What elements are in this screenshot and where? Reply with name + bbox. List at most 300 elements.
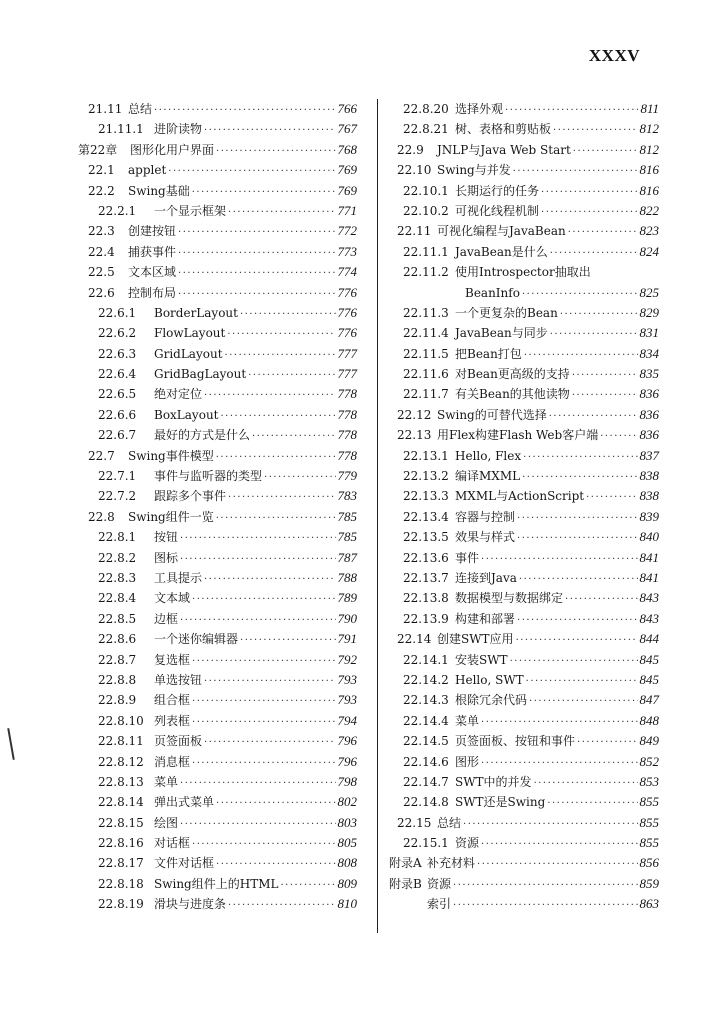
toc-entry-page: 793 (337, 671, 357, 687)
toc-entry-number: 21.11.1 (98, 122, 144, 137)
toc-entry-page: 855 (639, 814, 659, 830)
leader-dots (541, 203, 637, 223)
toc-entry-number: 22.6.4 (98, 367, 137, 382)
toc-entry-page: 835 (639, 366, 659, 382)
leader-dots (513, 162, 638, 182)
toc-entry-number: 22.6.5 (98, 387, 137, 402)
toc-entry-title: 资源 (427, 876, 452, 891)
toc-entry-number: 22.8.9 (98, 693, 137, 708)
leader-dots (180, 815, 335, 835)
toc-entry (389, 527, 659, 547)
toc-entry-page: 812 (639, 141, 659, 157)
toc-entry-page: 843 (639, 590, 659, 606)
leader-dots (180, 774, 335, 794)
toc-entry-number: 第22章 (78, 142, 118, 157)
toc-entry-page: 824 (639, 243, 659, 259)
toc-entry-title: 绘图 (154, 815, 179, 830)
toc-entry-page: 793 (337, 692, 357, 708)
toc-entry-title: 页签面板 (154, 734, 203, 749)
toc-entry-title: 控制布局 (128, 285, 177, 300)
toc-entry-number: 22.8.14 (98, 795, 144, 810)
toc-entry-page: 823 (639, 223, 659, 239)
toc-entry-title: Hello, SWT (455, 672, 524, 687)
toc-entry-number: 22.8.7 (98, 652, 137, 667)
toc-entry-number: 22.15 (397, 815, 432, 830)
toc-entry-number: 22.8.10 (98, 713, 144, 728)
toc-entry-number: 22.11.3 (403, 305, 449, 320)
toc-entry-title: BorderLayout (154, 305, 238, 320)
leader-dots (477, 855, 637, 875)
toc-entry-title: JNLP与Java Web Start (437, 142, 571, 157)
leader-dots (216, 509, 336, 529)
toc-entry-page: 783 (337, 488, 357, 504)
toc-entry-page: 805 (337, 835, 357, 851)
toc-entry-page: 810 (337, 896, 357, 912)
toc-entry-number: 22.6.1 (98, 305, 137, 320)
toc-entry (389, 568, 659, 588)
toc-entry-page: 841 (639, 549, 659, 565)
toc-entry-page: 834 (639, 345, 659, 361)
toc-entry (389, 364, 659, 384)
toc-entry-page: 863 (639, 896, 659, 912)
toc-entry-page: 845 (639, 651, 659, 667)
toc-entry-title: 弹出式菜单 (154, 795, 215, 810)
toc-entry-page: 768 (337, 141, 357, 157)
toc-entry-page: 789 (337, 590, 357, 606)
toc-entry (78, 752, 357, 772)
leader-dots (228, 896, 335, 916)
toc-entry-number: 22.6.7 (98, 428, 137, 443)
toc-entry-title: 树、表格和剪贴板 (455, 122, 552, 137)
toc-entry-number: 21.11 (88, 102, 123, 116)
toc-entry (389, 99, 659, 119)
toc-entry-page: 848 (639, 712, 659, 728)
toc-entry-title: 图形 (455, 754, 480, 769)
toc-entry (389, 140, 659, 160)
toc-entry-page: 776 (337, 325, 357, 341)
toc-entry-number: 22.6.6 (98, 407, 137, 422)
toc-entry-page: 844 (639, 631, 659, 647)
toc-entry-page: 777 (337, 345, 357, 361)
toc-entry-number: 22.9 (397, 142, 424, 157)
toc-entry-title: 选择外观 (455, 102, 504, 116)
toc-entry-number: 22.8.18 (98, 876, 144, 891)
toc-entry-title: SWT中的并发 (455, 774, 532, 789)
leader-dots (573, 142, 638, 162)
toc-entry-number: 22.10.2 (403, 203, 449, 218)
toc-entry-page: 840 (639, 529, 659, 545)
leader-dots (510, 652, 638, 672)
toc-entry (78, 262, 357, 282)
toc-entry-number: 附录B (389, 876, 422, 891)
toc-entry-page: 790 (337, 610, 357, 626)
leader-dots (481, 754, 637, 774)
toc-entry (78, 384, 357, 404)
toc-entry-title: 创建按钮 (128, 224, 177, 239)
toc-entry (389, 548, 659, 568)
leader-dots (225, 346, 336, 366)
toc-entry-title: JavaBean是什么 (455, 244, 548, 259)
toc-entry (389, 711, 659, 731)
toc-entry (389, 405, 659, 425)
toc-entry-title: GridLayout (154, 346, 223, 361)
leader-dots (178, 244, 335, 264)
toc-entry-page: 859 (639, 875, 659, 891)
toc-entry (389, 670, 659, 690)
toc-entry (78, 588, 357, 608)
toc-entry-number: 22.7 (88, 448, 115, 463)
toc-entry-title: 菜单 (455, 713, 480, 728)
toc-entry (389, 262, 659, 282)
leader-dots (453, 896, 637, 916)
margin-pen-mark (7, 728, 15, 760)
toc-entry-title: 编译MXML (455, 469, 521, 484)
leader-dots (216, 448, 336, 468)
toc-entry-number: 22.8.21 (403, 122, 449, 137)
leader-dots (178, 264, 335, 284)
toc-entry-title: 构建和部署 (455, 611, 516, 626)
toc-entry (78, 99, 357, 119)
toc-entry-page: 794 (337, 712, 357, 728)
toc-entry-page: 836 (639, 427, 659, 443)
toc-entry (78, 486, 357, 506)
toc-entry (78, 650, 357, 670)
toc-entry (78, 609, 357, 629)
leader-dots (516, 631, 638, 651)
toc-entry-title: 连接到Java (455, 570, 517, 585)
toc-entry-title: 资源 (455, 836, 480, 851)
toc-entry-title: 总结 (128, 102, 153, 116)
toc-entry-page: 838 (639, 488, 659, 504)
toc-entry-title: 消息框 (154, 754, 191, 769)
toc-entry (389, 731, 659, 751)
toc-entry-number: 22.8.15 (98, 815, 144, 830)
leader-dots (240, 631, 335, 651)
toc-entry (78, 711, 357, 731)
toc-entry-page: 816 (639, 162, 659, 178)
toc-entry-number: 22.15.1 (403, 836, 449, 851)
toc-entry-number: 22.8.19 (98, 897, 144, 912)
leader-dots (600, 427, 637, 447)
leader-dots (505, 101, 638, 121)
leader-dots (568, 223, 638, 243)
toc-entry (78, 792, 357, 812)
toc-entry-page: 779 (337, 468, 357, 484)
toc-entry (78, 507, 357, 527)
toc-entry-title: 复选框 (154, 652, 191, 667)
toc-entry-page: 787 (337, 549, 357, 565)
toc-entry-title: 数据模型与数据绑定 (455, 591, 564, 606)
toc-entry-title: 进阶读物 (154, 122, 203, 137)
leader-dots (180, 550, 335, 570)
toc-entry-page: 803 (337, 814, 357, 830)
toc-entry-title: 对话框 (154, 836, 191, 851)
toc-entry-number: 附录A (389, 856, 422, 871)
toc-entry-title: 菜单 (154, 774, 179, 789)
toc-entry-title: 单选按钮 (154, 672, 203, 687)
leader-dots (523, 448, 637, 468)
leader-dots (547, 794, 637, 814)
leader-dots (252, 427, 335, 447)
toc-entry (389, 119, 659, 139)
toc-entry-page: 785 (337, 529, 357, 545)
leader-dots (519, 570, 638, 590)
toc-entry-number: 22.5 (88, 265, 115, 280)
toc-entry (78, 405, 357, 425)
toc-entry-page: 838 (639, 468, 659, 484)
leader-dots (228, 203, 335, 223)
toc-entry-title: 容器与控制 (455, 509, 516, 524)
toc-entry-page: 808 (337, 855, 357, 871)
toc-entry-page: 776 (337, 304, 357, 320)
toc-entry-page: 836 (639, 406, 659, 422)
toc-entry (389, 160, 659, 180)
leader-dots (481, 835, 637, 855)
toc-entry-page: 766 (337, 101, 357, 116)
toc-entry-number: 22.14.8 (403, 795, 449, 810)
toc-entry-number: 22.8.2 (98, 550, 137, 565)
leader-dots (550, 325, 638, 345)
toc-entry-number: 22.13.2 (403, 469, 449, 484)
toc-entry-page: 774 (337, 264, 357, 280)
toc-entry (78, 140, 357, 160)
toc-entry-title: 边框 (154, 611, 179, 626)
toc-entry-title: BeanInfo (465, 285, 520, 300)
toc-entry (78, 283, 357, 303)
toc-entry-number: 22.14.5 (403, 734, 449, 749)
toc-entry-number: 22.13.9 (403, 611, 449, 626)
toc-entry (78, 323, 357, 343)
toc-entry (389, 752, 659, 772)
toc-entry (78, 119, 357, 139)
toc-entry-title: FlowLayout (154, 326, 226, 341)
toc-entry (389, 650, 659, 670)
leader-dots (517, 611, 637, 631)
toc-entry-page: 772 (337, 223, 357, 239)
leader-dots (227, 325, 335, 345)
toc-entry-title: 最好的方式是什么 (154, 428, 251, 443)
toc-entry-page: 852 (639, 753, 659, 769)
toc-entry-number: 22.4 (88, 244, 115, 259)
toc-entry (78, 833, 357, 853)
toc-entry-title: 一个更复杂的Bean (455, 305, 558, 320)
toc-entry-number: 22.13.7 (403, 570, 449, 585)
toc-entry (389, 588, 659, 608)
toc-entry-title: Swing事件模型 (128, 448, 214, 463)
toc-entry (389, 181, 659, 201)
toc-entry-title: 事件 (455, 550, 480, 565)
toc-entry-title: 图标 (154, 550, 179, 565)
toc-entry (389, 384, 659, 404)
leader-dots (517, 529, 637, 549)
leader-dots (180, 529, 335, 549)
leader-dots (192, 590, 335, 610)
toc-entry-title: 文本域 (154, 591, 191, 606)
toc-entry-page: 836 (639, 386, 659, 402)
toc-entry-number: 22.3 (88, 224, 115, 239)
toc-entry-title: 捕获事件 (128, 244, 177, 259)
toc-entry-page: 809 (337, 875, 357, 891)
leader-dots (565, 590, 637, 610)
toc-entry (78, 731, 357, 751)
leader-dots (481, 550, 637, 570)
toc-entry-title: 绝对定位 (154, 387, 203, 402)
toc-entry-number: 22.11.6 (403, 367, 449, 382)
toc-entry-title: 跟踪多个事件 (154, 489, 227, 504)
leader-dots (529, 692, 637, 712)
toc-entry (78, 160, 357, 180)
leader-dots (192, 692, 335, 712)
leader-dots (204, 386, 335, 406)
toc-entry-title: 用Flex构建Flash Web客户端 (437, 428, 599, 443)
toc-entry-title: 可视化编程与JavaBean (437, 224, 566, 239)
toc-entry (389, 323, 659, 343)
toc-entry-title: 创建SWT应用 (437, 632, 514, 647)
toc-entry-title: 滑块与进度条 (154, 897, 227, 912)
toc-entry-page: 816 (639, 182, 659, 198)
toc-entry-number: 22.14.3 (403, 693, 449, 708)
leader-dots (280, 876, 335, 896)
toc-entry-number: 22.7.1 (98, 469, 137, 484)
toc-entry (389, 609, 659, 629)
toc-entry-page: 796 (337, 753, 357, 769)
toc-entry-title: 按钮 (154, 530, 179, 545)
toc-entry-title: BoxLayout (154, 407, 219, 422)
toc-entry-page: 778 (337, 427, 357, 443)
leader-dots (154, 101, 335, 121)
toc-entry-page: 812 (639, 121, 659, 137)
toc-entry-title: MXML与ActionScript (455, 489, 585, 504)
toc-entry-number: 22.8.20 (403, 102, 449, 116)
leader-dots (216, 794, 335, 814)
toc-entry-number: 22.8.6 (98, 632, 137, 647)
toc-entry-number: 22.13.3 (403, 489, 449, 504)
toc-entry-page: 792 (337, 651, 357, 667)
leader-dots (178, 285, 335, 305)
leader-dots (228, 488, 335, 508)
toc-entry (78, 344, 357, 364)
toc-entry-page: 776 (337, 284, 357, 300)
leader-dots (221, 407, 336, 427)
toc-entry-number: 22.11.1 (403, 244, 449, 259)
leader-dots (463, 815, 637, 835)
toc-entry-number: 22.8 (88, 509, 115, 524)
toc-entry (78, 874, 357, 894)
toc-entry (389, 813, 659, 833)
toc-entry (389, 507, 659, 527)
toc-entry-number: 22.8.8 (98, 672, 137, 687)
leader-dots (522, 285, 638, 305)
toc-entry-title: SWT还是Swing (455, 795, 546, 810)
leader-dots (553, 121, 637, 141)
leader-dots (204, 733, 335, 753)
toc-entry-title: 文件对话框 (154, 856, 215, 871)
toc-entry-page: 778 (337, 406, 357, 422)
leader-dots (204, 672, 335, 692)
toc-entry-page: 767 (337, 121, 357, 137)
page-number: XXXV (588, 46, 640, 65)
leader-dots (180, 611, 335, 631)
toc-entry-number: 22.6.2 (98, 326, 137, 341)
toc-entry-page: 791 (337, 631, 357, 647)
toc-entry-number: 22.11.7 (403, 387, 449, 402)
toc-entry-page: 771 (337, 202, 357, 218)
toc-entry-page: 843 (639, 610, 659, 626)
toc-entry-title: 总结 (437, 815, 462, 830)
toc-entry (389, 201, 659, 221)
toc-entry-title: 列表框 (154, 713, 191, 728)
toc-entry (389, 221, 659, 241)
toc-entry (389, 486, 659, 506)
toc-entry-title: Hello, Flex (455, 448, 522, 463)
leader-dots (572, 366, 638, 386)
toc-entry-page: 841 (639, 569, 659, 585)
leader-dots (248, 366, 335, 386)
toc-entry-title: 使用Introspector抽取出 (455, 265, 591, 280)
toc-entry-number: 22.10.1 (403, 183, 449, 198)
toc-entry-number: 22.12 (397, 407, 432, 422)
toc-entry (389, 772, 659, 792)
toc-entry (78, 201, 357, 221)
toc-entry-number: 22.8.16 (98, 836, 144, 851)
toc-entry-title: GridBagLayout (154, 367, 247, 382)
toc-left-column (78, 99, 357, 915)
toc-entry-page: 855 (639, 794, 659, 810)
toc-entry-page: 769 (337, 182, 357, 198)
toc-entry (78, 548, 357, 568)
toc-entry-title: Swing组件上的HTML (154, 876, 279, 891)
toc-entry-title: Swing基础 (128, 183, 190, 198)
toc-entry-number: 22.11.4 (403, 326, 449, 341)
leader-dots (453, 876, 637, 896)
toc-entry (389, 853, 659, 873)
leader-dots (168, 162, 335, 182)
toc-entry (389, 629, 659, 649)
toc-entry (389, 792, 659, 812)
toc-entry (78, 221, 357, 241)
toc-entry-page: 831 (639, 325, 659, 341)
toc-entry-title: 一个迷你编辑器 (154, 632, 239, 647)
toc-entry-number: 22.2.1 (98, 203, 137, 218)
leader-dots (216, 142, 335, 162)
toc-entry-number: 22.8.11 (98, 734, 144, 749)
leader-dots (526, 672, 638, 692)
leader-dots (541, 183, 637, 203)
leader-dots (192, 835, 335, 855)
toc-entry-page: 839 (639, 508, 659, 524)
toc-entry-page: 845 (639, 671, 659, 687)
toc-entry-title: Swing的可替代选择 (437, 407, 547, 422)
toc-entry-title: 图形化用户界面 (130, 142, 215, 157)
toc-entry-number: 22.14.2 (403, 672, 449, 687)
toc-entry-number: 22.8.17 (98, 856, 144, 871)
toc-entry-title: 工具提示 (154, 570, 203, 585)
toc-entry (389, 466, 659, 486)
toc-entry-title: applet (128, 163, 167, 178)
toc-entry-number: 22.10 (397, 163, 432, 178)
leader-dots (192, 652, 335, 672)
toc-entry-page: 778 (337, 386, 357, 402)
leader-dots (560, 305, 638, 325)
toc-entry-number: 22.13.1 (403, 448, 449, 463)
toc-entry-number: 22.14.4 (403, 713, 449, 728)
toc-entry-title: 组合框 (154, 693, 191, 708)
toc-entry-page: 777 (337, 366, 357, 382)
toc-entry (389, 303, 659, 323)
toc-right-column (389, 99, 659, 915)
toc-entry-number: 22.14.1 (403, 652, 449, 667)
toc-entry-page: 773 (337, 243, 357, 259)
